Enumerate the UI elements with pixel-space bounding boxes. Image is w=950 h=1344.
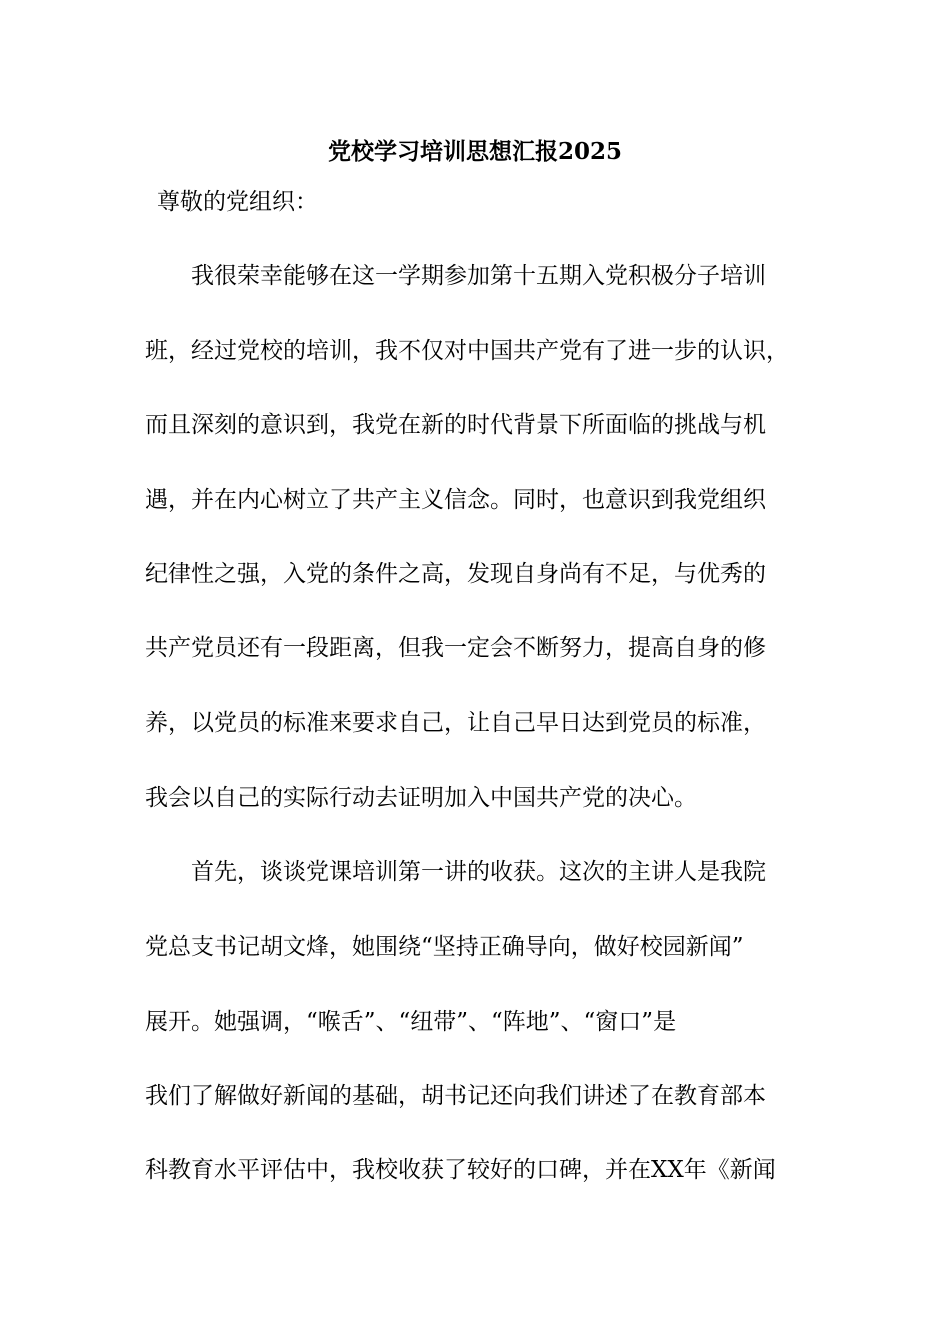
body-line: 科教育水平评估中，我校收获了较好的口碑，并在XX年《新闻	[145, 1157, 776, 1183]
document-title: 党校学习培训思想汇报2025	[327, 138, 622, 165]
body-line: 党总支书记胡文烽，她围绕“坚持正确导向，做好校园新闻”	[145, 934, 744, 960]
body-line: 纪律性之强，入党的条件之高，发现自身尚有不足，与优秀的	[145, 561, 766, 587]
body-line: 我很荣幸能够在这一学期参加第十五期入党积极分子培训	[145, 263, 766, 289]
body-line: 展开。她强调，“喉舌”、“纽带”、“阵地”、“窗口”是	[145, 1009, 677, 1035]
body-line: 共产党员还有一段距离，但我一定会不断努力，提高自身的修	[145, 635, 766, 661]
body-line: 遇，并在内心树立了共产主义信念。同时，也意识到我党组织	[145, 487, 766, 513]
body-line: 首先，谈谈党课培训第一讲的收获。这次的主讲人是我院	[145, 859, 766, 885]
body-line: 而且深刻的意识到，我党在新的时代背景下所面临的挑战与机	[145, 412, 766, 438]
body-line: 我们了解做好新闻的基础，胡书记还向我们讲述了在教育部本	[145, 1083, 766, 1109]
body-line: 我会以自己的实际行动去证明加入中国共产党的决心。	[145, 785, 697, 811]
body-line: 养，以党员的标准来要求自己，让自己早日达到党员的标准，	[145, 710, 766, 736]
body-line: 班，经过党校的培训，我不仅对中国共产党有了进一步的认识，	[145, 338, 789, 364]
salutation: 尊敬的党组织：	[157, 189, 318, 215]
